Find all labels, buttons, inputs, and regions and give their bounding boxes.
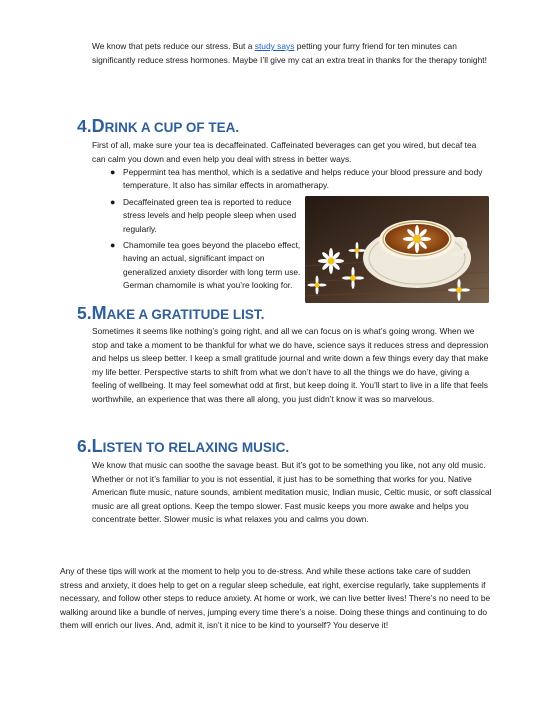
heading-number: 5. xyxy=(77,303,92,323)
heading-first-letter: D xyxy=(91,116,105,136)
heading-drink-tea xyxy=(77,116,239,138)
bullet-text: Chamomile tea goes beyond the placebo effect, having an actual, significant impact on generalized anxiety disorder with long term use. German chamomile is what you’re looking for. xyxy=(123,240,301,291)
list-item xyxy=(97,196,309,236)
study-says-link[interactable]: study says xyxy=(254,41,295,51)
intro-text-before-link: We know that pets reduce our stress. But a xyxy=(92,41,255,51)
bullet-icon: ● xyxy=(110,240,116,251)
heading-relaxing-music xyxy=(77,436,289,458)
intro-text-after-link: petting your furry friend for ten minutes can significantly reduce stress hormones. Maybe I’ll give my cat an extra treat in thanks for the therapy tonight! xyxy=(92,41,487,65)
heading-number: 6. xyxy=(77,436,92,456)
music-paragraph: We know that music can soothe the savage beast. But it’s got to be something you like, not any old music. Whether or not it’s familiar to you is not essential, it just has to be something that works for you. Native American flute music, nature sounds, ambient meditation music, Indian music, Celtic music, or soft classical music are all great options. Keep the tempo slower. Fast music keeps you more awake and helps you concentrate better. Slower music is what relaxes you and calms you down. xyxy=(92,460,492,525)
tea-cup-illustration xyxy=(305,196,489,303)
heading-first-letter: L xyxy=(91,436,103,456)
bullet-icon: ● xyxy=(110,196,116,207)
heading-rest: AKE A GRATITUDE LIST. xyxy=(106,307,265,322)
heading-number: 4. xyxy=(77,116,92,136)
heading-rest: ISTEN TO RELAXING MUSIC. xyxy=(102,440,290,455)
heading-rest: RINK A CUP OF TEA. xyxy=(104,120,240,135)
heading-first-letter: M xyxy=(91,303,107,323)
list-item xyxy=(97,166,495,193)
list-item xyxy=(97,239,309,293)
gratitude-paragraph: Sometimes it seems like nothing’s going right, and all we can focus on is what’s going wrong. When we stop and take a moment to be thankful for what we do have, science says it reduces stress and depression and helps us sleep better. I keep a small gratitude journal and write down a few things every day that make my life better. Perspective starts to shift from what we don’t have to all the things we do have, giving a feeling of wellbeing. It may feel somewhat odd at first, but keep doing it. You’ll start to live in a life that feels worthwhile, an experience that was there all along, you just didn’t know it was so marvelous. xyxy=(92,326,489,404)
closing-paragraph: Any of these tips will work at the moment to help you to de-stress. And while these actions take care of sudden stress and anxiety, it does help to get on a regular sleep schedule, eat right, exercise regularly, take supplements if necessary, and follow other steps to reduce anxiety. At home or work, we can live better lives! There’s no need to be walking around like a bundle of nerves, jumping every time there’s a noise. Doing these things and continuing to do them will enrich our lives. And, admit it, isn’t it nice to be kind to yourself? You deserve it! xyxy=(60,566,491,631)
heading-gratitude-list xyxy=(77,303,264,325)
bullet-icon: ● xyxy=(110,167,116,177)
tea-intro-paragraph: First of all, make sure your tea is decaffeinated. Caffeinated beverages can get you wired, but decaf tea can calm you down and even help you deal with stress in better ways. xyxy=(92,140,477,164)
bullet-text: Peppermint tea has menthol, which is a sedative and helps reduce your blood pressure and body temperature. It also has similar effects in aromatherapy. xyxy=(123,167,483,191)
bullet-text: Decaffeinated green tea is reported to reduce stress levels and help people sleep when used regularly. xyxy=(123,196,297,234)
chamomile-tea-photo xyxy=(305,196,489,303)
intro-paragraph xyxy=(92,40,492,67)
